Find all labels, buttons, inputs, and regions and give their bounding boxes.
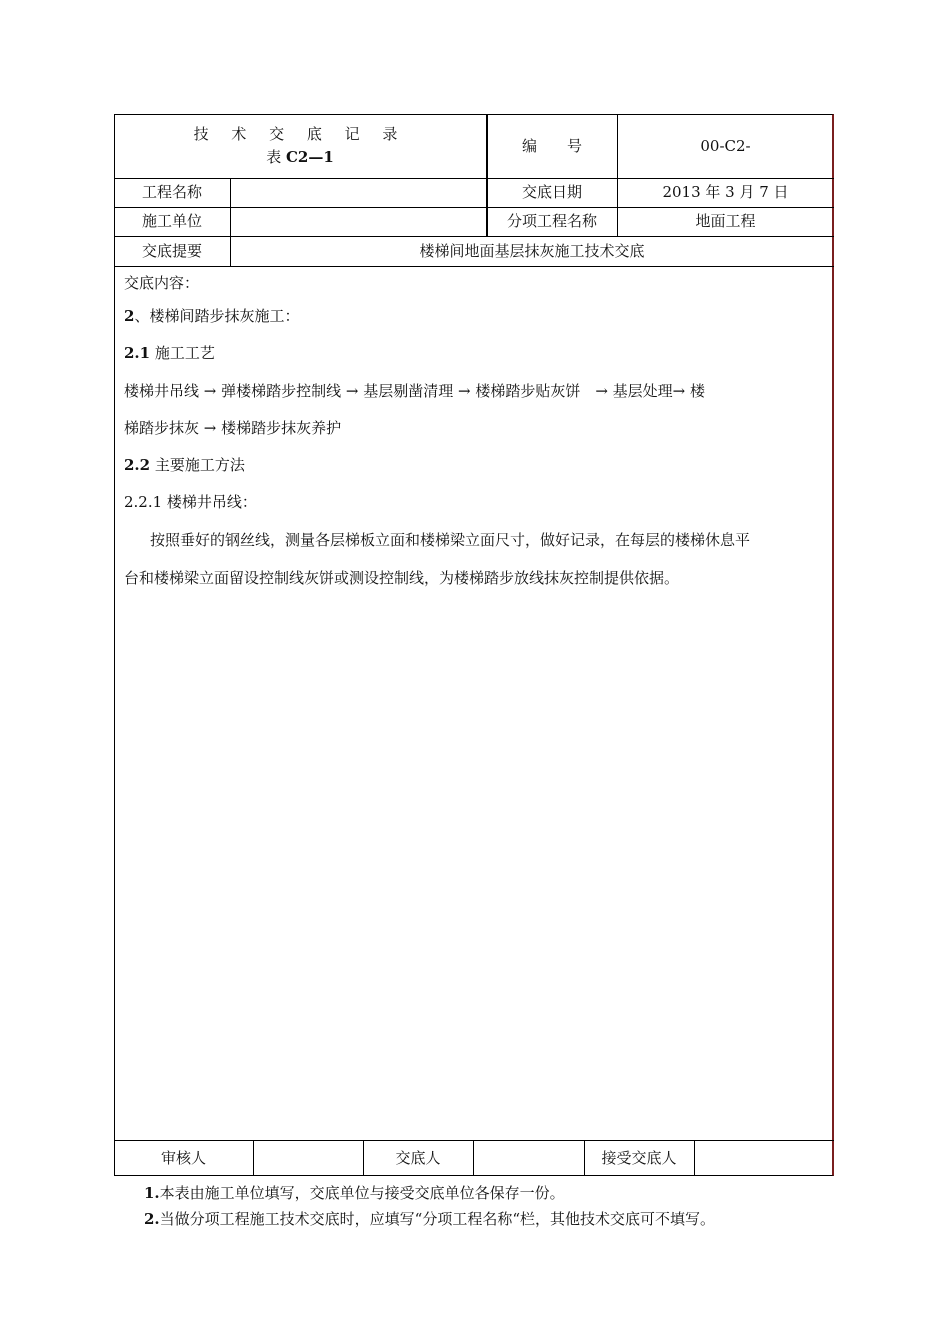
section-heading: 2、楼梯间踏步抹灰施工： [124,307,300,325]
subitem-value: 地面工程 [695,212,756,230]
paragraph-line: 按照垂好的钢丝线，测量各层梯板立面和楼梯梁立面尺寸，做好记录，在每层的楼梯休息平 [150,531,751,549]
summary-label: 交底提要 [141,241,202,260]
grid-line [114,266,834,267]
subsection-process-heading: 2.1 施工工艺 [124,344,215,362]
discloser-value[interactable] [473,1140,584,1176]
project-name-label: 工程名称 [141,183,202,201]
discloser-label: 交底人 [395,1148,441,1167]
number-label: 编 号 [521,136,582,155]
summary-value: 楼梯间地面基层抹灰施工技术交底 [419,241,645,260]
note-1: 1.本表由施工单位填写，交底单位与接受交底单位各保存一份。 [144,1184,565,1202]
form-title [114,114,486,178]
reviewer-value[interactable] [253,1140,363,1176]
disclosure-form [114,114,834,1176]
subitem-label: 分项工程名称 [506,212,597,230]
project-name-value[interactable] [230,178,486,207]
unit-value[interactable] [230,207,486,236]
number-value: 00-C2- [700,136,751,155]
form-title-code: 表 C2—1 [266,148,334,166]
subsection-method-heading: 2.2 主要施工方法 [124,456,245,474]
subsection-221-heading: 2.2.1 楼梯井吊线： [124,493,257,511]
date-label: 交底日期 [521,183,582,201]
reviewer-label: 审核人 [160,1148,206,1167]
receiver-value[interactable] [694,1140,834,1176]
date-value: 2013 年 3 月 7 日 [662,183,789,201]
receiver-label: 接受交底人 [601,1148,677,1167]
process-flow-line: 楼梯井吊线 → 弹楼梯踏步控制线 → 基层剔凿清理 → 楼梯踏步贴灰饼 → 基层处理→ 楼 [124,382,705,400]
form-title-main: 技 术 交 底 记 录 [193,125,407,143]
process-flow-line: 梯踏步抹灰 → 楼梯踏步抹灰养护 [124,419,342,437]
note-2: 2.当做分项工程施工技术交底时，应填写“分项工程名称“栏，其他技术交底可不填写。 [144,1210,716,1228]
paragraph-line: 台和楼梯梁立面留设控制线灰饼或测设控制线，为楼梯踏步放线抹灰控制提供依据。 [124,569,680,587]
unit-label: 施工单位 [141,212,202,230]
content-heading: 交底内容： [124,274,200,292]
